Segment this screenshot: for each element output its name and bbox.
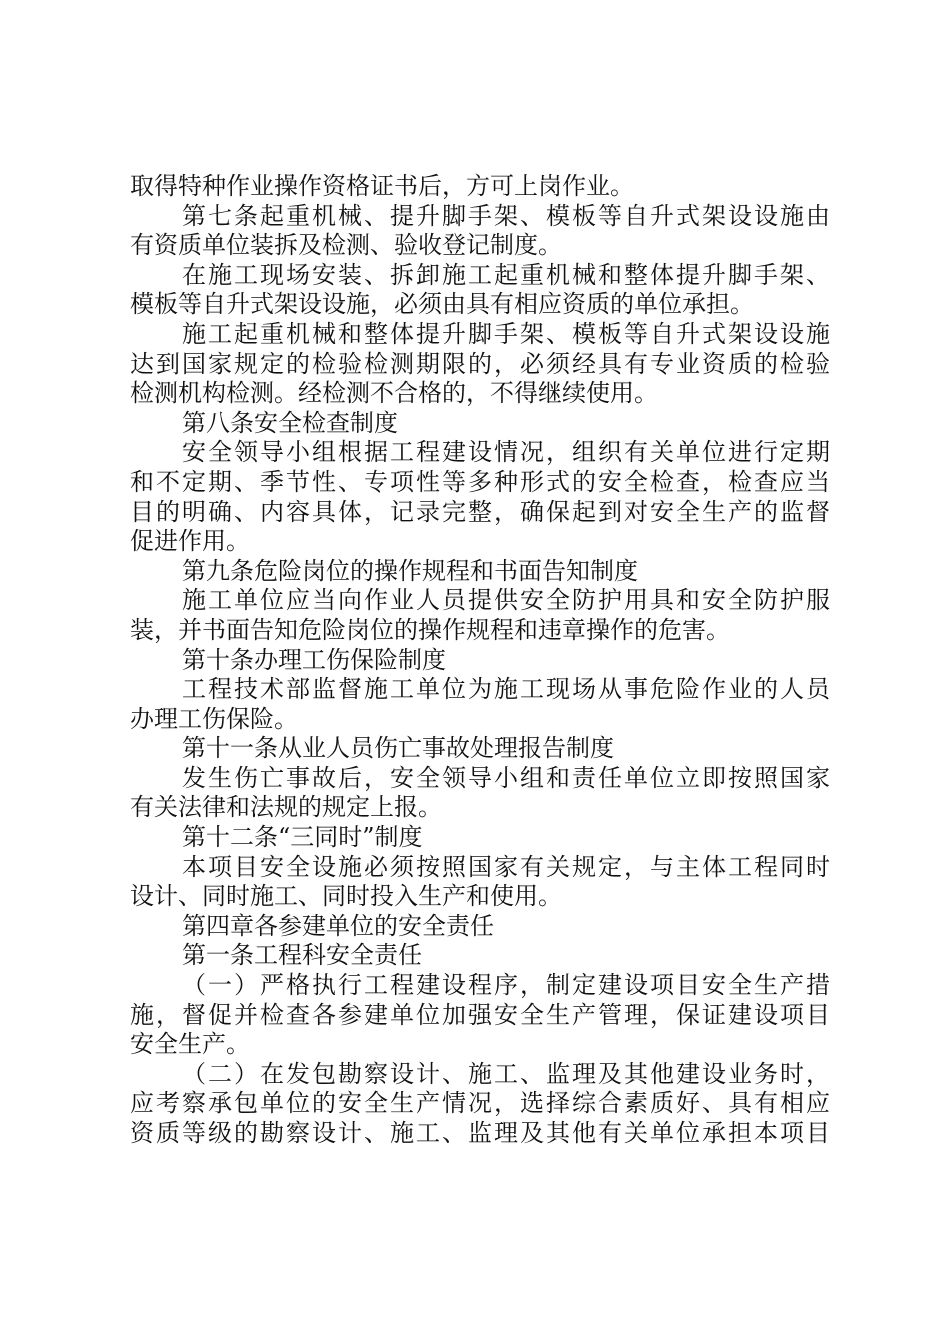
text-line: 第十二条“三同时”制度 [182, 823, 423, 852]
text-line: 促进作用。 [130, 527, 250, 556]
text-line: 第一条工程科安全责任 [182, 941, 422, 970]
text-line: 本项目安全设施必须按照国家有关规定，与主体工程同时 [182, 852, 830, 881]
text-line: 应考察承包单位的安全生产情况，选择综合素质好、具有相应 [130, 1089, 830, 1118]
text-line: 和不定期、季节性、专项性等多种形式的安全检查，检查应当 [130, 467, 830, 496]
text-line: 模板等自升式架设设施，必须由具有相应资质的单位承担。 [130, 290, 754, 319]
text-line: 安全领导小组根据工程建设情况，组织有关单位进行定期 [182, 438, 830, 467]
text-line: 第九条危险岗位的操作规程和书面告知制度 [182, 556, 638, 585]
document-body [130, 172, 830, 1149]
text-line: 装，并书面告知危险岗位的操作规程和违章操作的危害。 [130, 615, 730, 644]
text-line: 资质等级的勘察设计、施工、监理及其他有关单位承担本项目 [130, 1119, 830, 1147]
text-line: 发生伤亡事故后，安全领导小组和责任单位立即按照国家 [182, 763, 830, 792]
text-line: 工程技术部监督施工单位为施工现场从事危险作业的人员 [182, 675, 830, 704]
text-line: 办理工伤保险。 [130, 704, 298, 733]
text-line: 安全生产。 [130, 1030, 250, 1059]
text-line: 施工起重机械和整体提升脚手架、模板等自升式架设设施 [182, 319, 830, 348]
text-line: （二）在发包勘察设计、施工、监理及其他建设业务时， [182, 1059, 830, 1088]
text-line: （一）严格执行工程建设程序，制定建设项目安全生产措 [182, 971, 830, 1000]
text-line: 有关法律和法规的规定上报。 [130, 793, 442, 822]
text-line: 第十一条从业人员伤亡事故处理报告制度 [182, 734, 614, 763]
text-line: 检测机构检测。经检测不合格的，不得继续使用。 [130, 379, 658, 408]
text-line: 第四章各参建单位的安全责任 [182, 911, 494, 940]
text-line: 第八条安全检查制度 [182, 408, 398, 437]
text-line: 目的明确、内容具体，记录完整，确保起到对安全生产的监督 [130, 497, 830, 526]
text-line: 设计、同时施工、同时投入生产和使用。 [130, 882, 562, 911]
text-line: 第七条起重机械、提升脚手架、模板等自升式架设设施由 [182, 201, 830, 230]
text-line: 取得特种作业操作资格证书后，方可上岗作业。 [130, 172, 634, 200]
text-line: 第十条办理工伤保险制度 [182, 645, 446, 674]
text-line: 施，督促并检查各参建单位加强安全生产管理，保证建设项目 [130, 1000, 830, 1029]
text-line: 达到国家规定的检验检测期限的，必须经具有专业资质的检验 [130, 349, 830, 378]
text-line: 在施工现场安装、拆卸施工起重机械和整体提升脚手架、 [182, 260, 830, 289]
text-line: 有资质单位装拆及检测、验收登记制度。 [130, 231, 562, 260]
text-line: 施工单位应当向作业人员提供安全防护用具和安全防护服 [182, 586, 830, 615]
